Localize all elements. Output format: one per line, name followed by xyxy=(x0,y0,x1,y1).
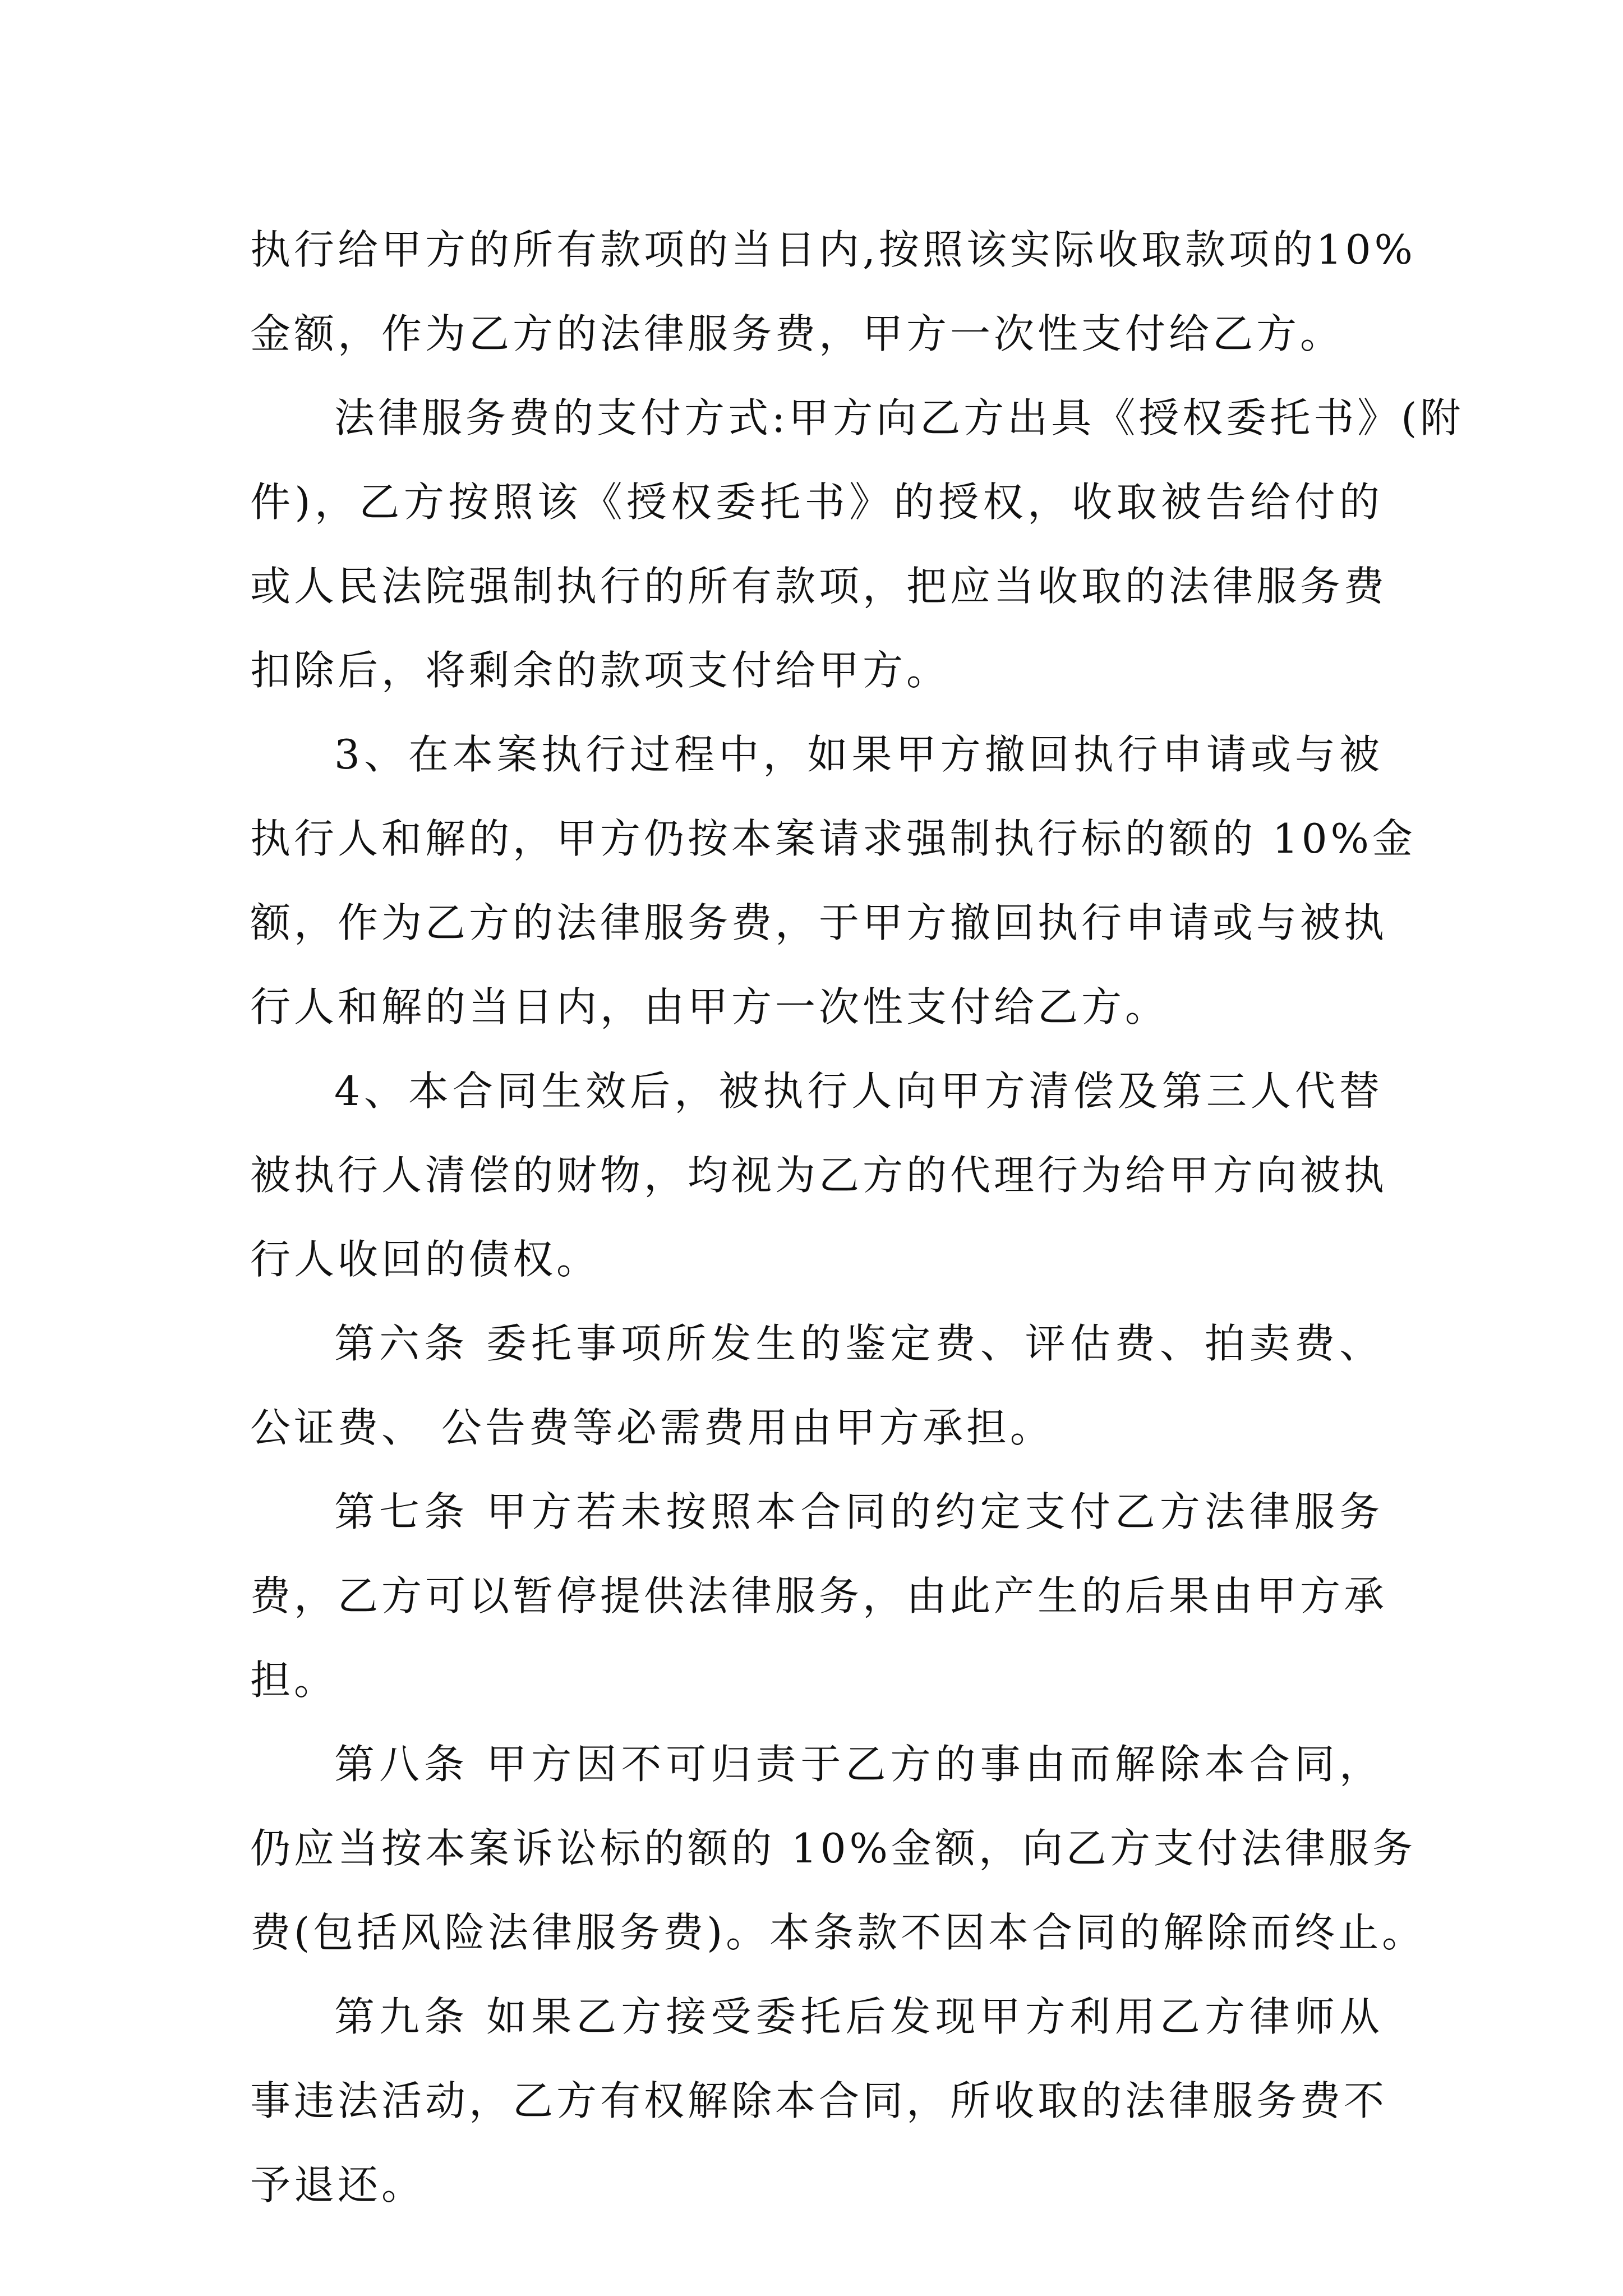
text-line: 执行人和解的，甲方仍按本案请求强制执行标的额的 10%金 xyxy=(250,815,1416,862)
text-line: 行人和解的当日内，由甲方一次性支付给乙方。 xyxy=(250,983,1169,1030)
text-line: 费(包括风险法律服务费)。本条款不因本合同的解除而终止。 xyxy=(250,1909,1426,1956)
text-line: 被执行人清偿的财物，均视为乙方的代理行为给甲方向被执 xyxy=(250,1152,1388,1199)
text-line: 3、在本案执行过程中，如果甲方撤回执行申请或与被 xyxy=(334,731,1383,778)
text-line: 额，作为乙方的法律服务费，于甲方撤回执行申请或与被执 xyxy=(250,899,1388,946)
text-line: 4、本合同生效后，被执行人向甲方清偿及第三人代替 xyxy=(334,1068,1383,1115)
text-line: 扣除后，将剩余的款项支付给甲方。 xyxy=(250,647,951,694)
text-line: 执行给甲方的所有款项的当日内,按照该实际收取款项的10% xyxy=(250,226,1416,273)
text-line: 第六条 委托事项所发生的鉴定费、评估费、拍卖费、 xyxy=(334,1320,1383,1367)
text-line: 件)，乙方按照该《授权委托书》的授权，收取被告给付的 xyxy=(250,478,1383,526)
contract-text-body xyxy=(250,208,1464,2227)
text-line: 第七条 甲方若未按照本合同的约定支付乙方法律服务 xyxy=(334,1488,1383,1535)
text-line: 担。 xyxy=(250,1657,338,1704)
text-line: 事违法活动，乙方有权解除本合同，所收取的法律服务费不 xyxy=(250,2077,1388,2124)
text-line: 第九条 如果乙方接受委托后发现甲方利用乙方律师从 xyxy=(334,1993,1383,2040)
text-line: 予退还。 xyxy=(250,2161,426,2208)
text-line: 或人民法院强制执行的所有款项，把应当收取的法律服务费 xyxy=(250,563,1388,610)
text-line: 第八条 甲方因不可归责于乙方的事由而解除本合同， xyxy=(334,1741,1383,1788)
text-line: 公证费、 公告费等必需费用由甲方承担。 xyxy=(250,1404,1054,1451)
text-line: 仍应当按本案诉讼标的额的 10%金额，向乙方支付法律服务 xyxy=(250,1825,1416,1872)
text-line: 法律服务费的支付方式:甲方向乙方出具《授权委托书》(附 xyxy=(334,394,1464,441)
text-line: 行人收回的债权。 xyxy=(250,1236,601,1283)
text-line: 金额，作为乙方的法律服务费，甲方一次性支付给乙方。 xyxy=(250,310,1344,357)
text-line: 费，乙方可以暂停提供法律服务，由此产生的后果由甲方承 xyxy=(250,1572,1388,1619)
